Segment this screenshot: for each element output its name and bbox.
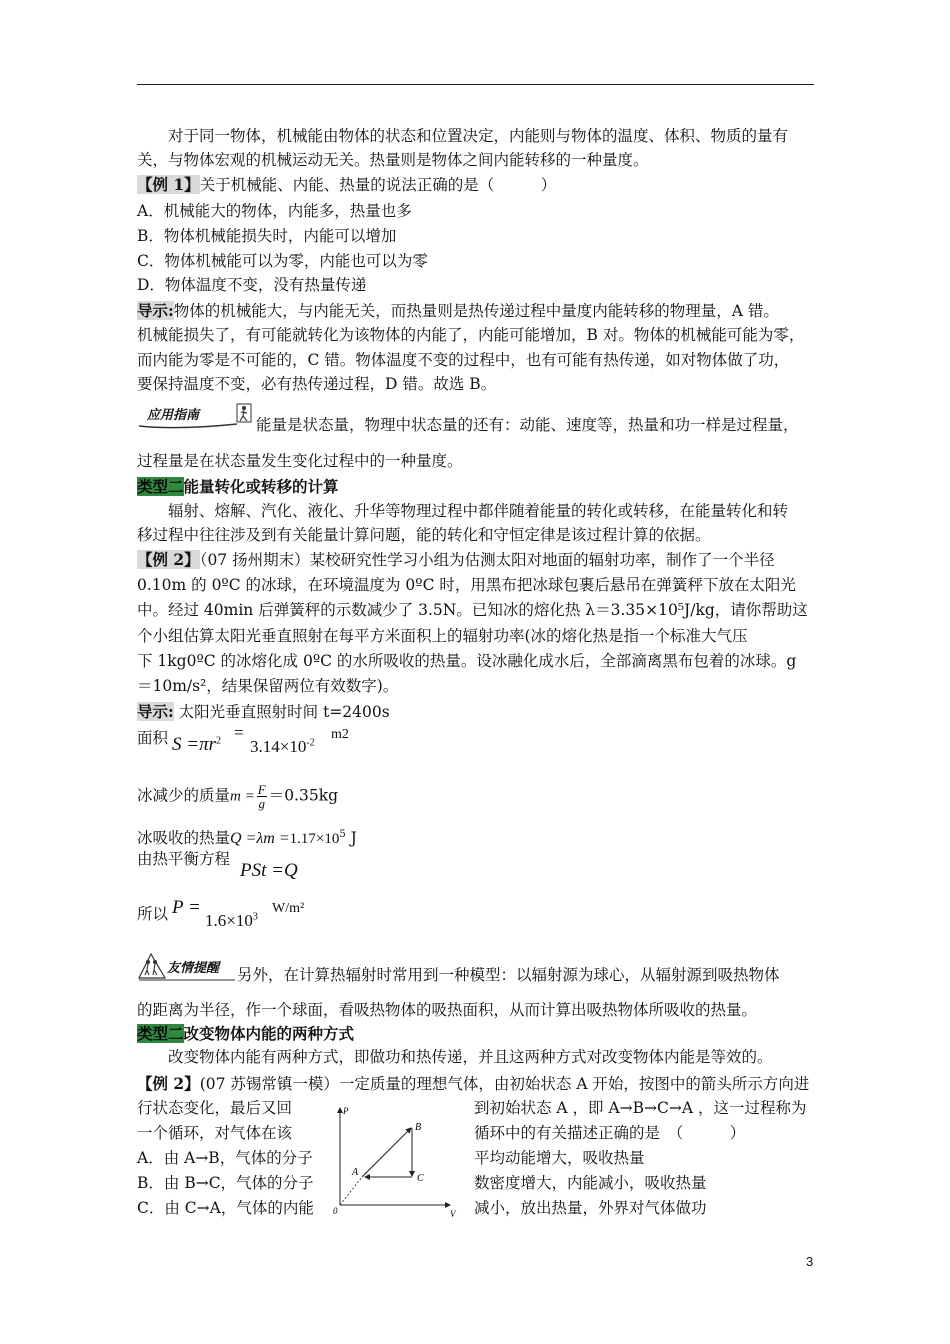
example2-tag: 【例 2】 [137, 550, 200, 569]
mass-fraction [257, 783, 267, 810]
example1-question [137, 173, 827, 197]
header-rule [137, 84, 814, 85]
origin-label: 0 [333, 1206, 338, 1216]
example1-guide-line-4: 要保持温度不变，必有热传递过程，D 错。故选 B。 [137, 375, 497, 393]
area-value-exp: -2 [306, 737, 315, 749]
example3-right-1: 到初始状态 A ，即 A→B→C→A ，这一过程称为 [474, 1099, 807, 1117]
area-label: 面积 [137, 729, 169, 747]
example2-line-1-text: （07 扬州期末）某校研究性学习小组为估测太阳对地面的辐射功率，制作了一个半径 [199, 551, 775, 569]
example1-option-c: C．物体机械能可以为零，内能也可以为零 [137, 252, 428, 270]
app-guide-label: 应用指南 [147, 408, 200, 423]
example2-line-1 [137, 548, 827, 572]
guide-tag: 导示: [137, 301, 174, 320]
heat-eq: Q =λm = [230, 830, 290, 848]
pv-graph [325, 1100, 465, 1220]
area-unit: m2 [331, 727, 349, 742]
result-value-exp: 3 [252, 911, 258, 923]
example2-guide-tag: 导示: [137, 702, 174, 721]
type2-title: 能量转化或转移的计算 [183, 477, 339, 496]
area-eq-exp: 2 [215, 735, 221, 747]
reminder-line-2: 的距离为半径，作一个球面，看吸热物体的吸热面积，从而计算出吸热物体所吸收的热量。 [137, 1001, 758, 1019]
type3-title: 改变物体内能的两种方式 [183, 1024, 355, 1043]
example3-right-3: 平均动能增大，吸收热量 [474, 1149, 645, 1167]
example2-line-5: 下 1kg0ºC 的冰熔化成 0ºC 的水所吸收的热量。设冰融化成水后，全部滴离黑布包着的冰球。g [137, 652, 797, 670]
result-unit: W/m² [272, 901, 305, 916]
example1-tag: 【例 1】 [137, 175, 200, 194]
type2-para-1: 辐射、熔解、汽化、液化、升华等物理过程中都伴随着能量的转化或转移，在能量转化和转 [168, 502, 789, 520]
reminder-line-1: 另外，在计算热辐射时常用到一种模型：以辐射源为球心，从辐射源到吸热物体 [237, 966, 780, 984]
type2-heading [137, 475, 827, 499]
example1-guide-line-2: 机械能损失了，有可能就转化为该物体的内能了，内能可能增加，B 对。物体的机械能可能为零， [137, 326, 805, 344]
example3-left-5: C．由 C→A，气体的内能 [137, 1199, 314, 1217]
area-value-text: 3.14×10 [250, 737, 307, 756]
example2-line-6: ＝10m/s²，结果保留两位有效数字)。 [137, 677, 399, 695]
example1-option-d: D．物体温度不变，没有热量传递 [137, 276, 367, 294]
example3-tag: 【例 2】 [137, 1074, 200, 1093]
example1-guide-line-1 [137, 299, 827, 323]
area-value [250, 737, 315, 757]
example1-option-a: A．机械能大的物体，内能多，热量也多 [137, 202, 412, 220]
type3-tag: 类型二 [137, 1024, 184, 1043]
reminder-badge [137, 950, 237, 982]
type3-para-1: 改变物体内能有两种方式，即做功和热传递，并且这两种方式对改变物体内能是等效的。 [168, 1048, 773, 1066]
balance-equation: PSt =Q [240, 860, 298, 881]
area-eq-text: S =πr [172, 734, 216, 755]
heat-value: 1.17×10 [289, 831, 340, 848]
result-symbol: P = [172, 897, 201, 918]
type2-para-2: 移过程中往往涉及到有关能量计算问题，能的转化和守恒定律是该过程计算的依据。 [137, 526, 711, 544]
result-value [205, 911, 258, 931]
reminder-label: 友情提醒 [167, 961, 220, 976]
heat-unit: J [345, 829, 357, 848]
example3-right-5: 减小，放出热量，外界对气体做功 [474, 1199, 707, 1217]
mass-value: ＝0.35kg [268, 786, 339, 805]
example3-right-2: 循环中的有关描述正确的是 （ ） [474, 1124, 746, 1142]
area-equation [172, 734, 221, 756]
point-a-label: A [352, 1167, 359, 1178]
app-guide-badge [137, 400, 255, 430]
example2-line-4: 个小组估算太阳光垂直照射在每平方米面积上的辐射功率(冰的熔化热是指一个标准大气压 [137, 627, 748, 645]
mass-denominator: g [258, 796, 265, 811]
example2-line-3: 中。经过 40min 后弹簧秤的示数减少了 3.5N。已知冰的熔化热 λ＝3.35×10⁵J/kg，请你帮助这 [137, 601, 808, 619]
area-eq-equals: = [234, 723, 244, 742]
heat-exp: 5 [339, 829, 346, 840]
example3-left-1: 行状态变化，最后又回 [137, 1099, 293, 1117]
type2-tag: 类型二 [137, 477, 184, 496]
example1-option-b: B．物体机械能损失时，内能可以增加 [137, 227, 397, 245]
example3-line-1-text: (07 苏锡常镇一模）一定质量的理想气体，由初始状态 A 开始，按图中的箭头所示方向进 [199, 1075, 810, 1093]
heat-line [137, 823, 357, 851]
origin-dashed-line [340, 1177, 362, 1205]
intro-line-2: 关，与物体宏观的机械运动无关。热量则是物体之间内能转移的一种量度。 [137, 151, 649, 169]
page-number: 3 [806, 1254, 814, 1269]
mass-line [137, 783, 338, 810]
example2-guide-line-1 [137, 700, 827, 724]
example3-right-4: 数密度增大，内能减小，吸收热量 [474, 1174, 707, 1192]
point-c-label: C [417, 1173, 424, 1184]
path-a-to-b [362, 1128, 411, 1177]
example1-guide-line-3: 而内能为零是不可能的，C 错。物体温度不变的过程中，也有可能有热传递，如对物体做了功， [137, 351, 790, 369]
point-b-label: B [415, 1122, 422, 1133]
balance-label: 由热平衡方程 [137, 850, 231, 868]
mass-symbol: m = [230, 788, 255, 805]
p-axis-label: P [343, 1106, 349, 1116]
type3-heading [137, 1022, 827, 1046]
example1-question-text: 关于机械能、内能、热量的说法正确的是（ ） [199, 176, 557, 194]
heat-label: 冰吸收的热量 [137, 829, 231, 848]
v-axis-label: V [450, 1209, 456, 1219]
app-guide-line-1: 能量是状态量，物理中状态量的还有：动能、速度等，热量和功一样是过程量， [256, 416, 799, 434]
guide-text: 物体的机械能大，与内能无关，而热量则是热传递过程中量度内能转移的物理量，A 错。 [173, 302, 779, 320]
example3-line-1 [137, 1072, 827, 1096]
result-label: 所以 [137, 905, 169, 923]
example3-left-4: B．由 B→C，气体的分子 [137, 1174, 314, 1192]
mass-label: 冰减少的质量 [137, 786, 231, 805]
example2-line-2: 0.10m 的 0ºC 的冰球，在环境温度为 0ºC 时，用黑布把冰球包裹后悬吊在弹簧秤下放在太阳光 [137, 576, 796, 594]
example3-left-3: A．由 A→B，气体的分子 [137, 1149, 313, 1167]
example3-left-2: 一个循环，对气体在该 [137, 1124, 293, 1142]
example2-guide-text: 太阳光垂直照射时间 t=2400s [173, 703, 390, 721]
result-value-text: 1.6×10 [205, 911, 253, 930]
intro-line-1: 对于同一物体，机械能由物体的状态和位置决定，内能则与物体的温度、体积、物质的量有 [168, 127, 789, 145]
app-guide-line-2: 过程量是在状态量发生变化过程中的一种量度。 [137, 452, 463, 470]
mass-numerator: F [257, 782, 266, 797]
